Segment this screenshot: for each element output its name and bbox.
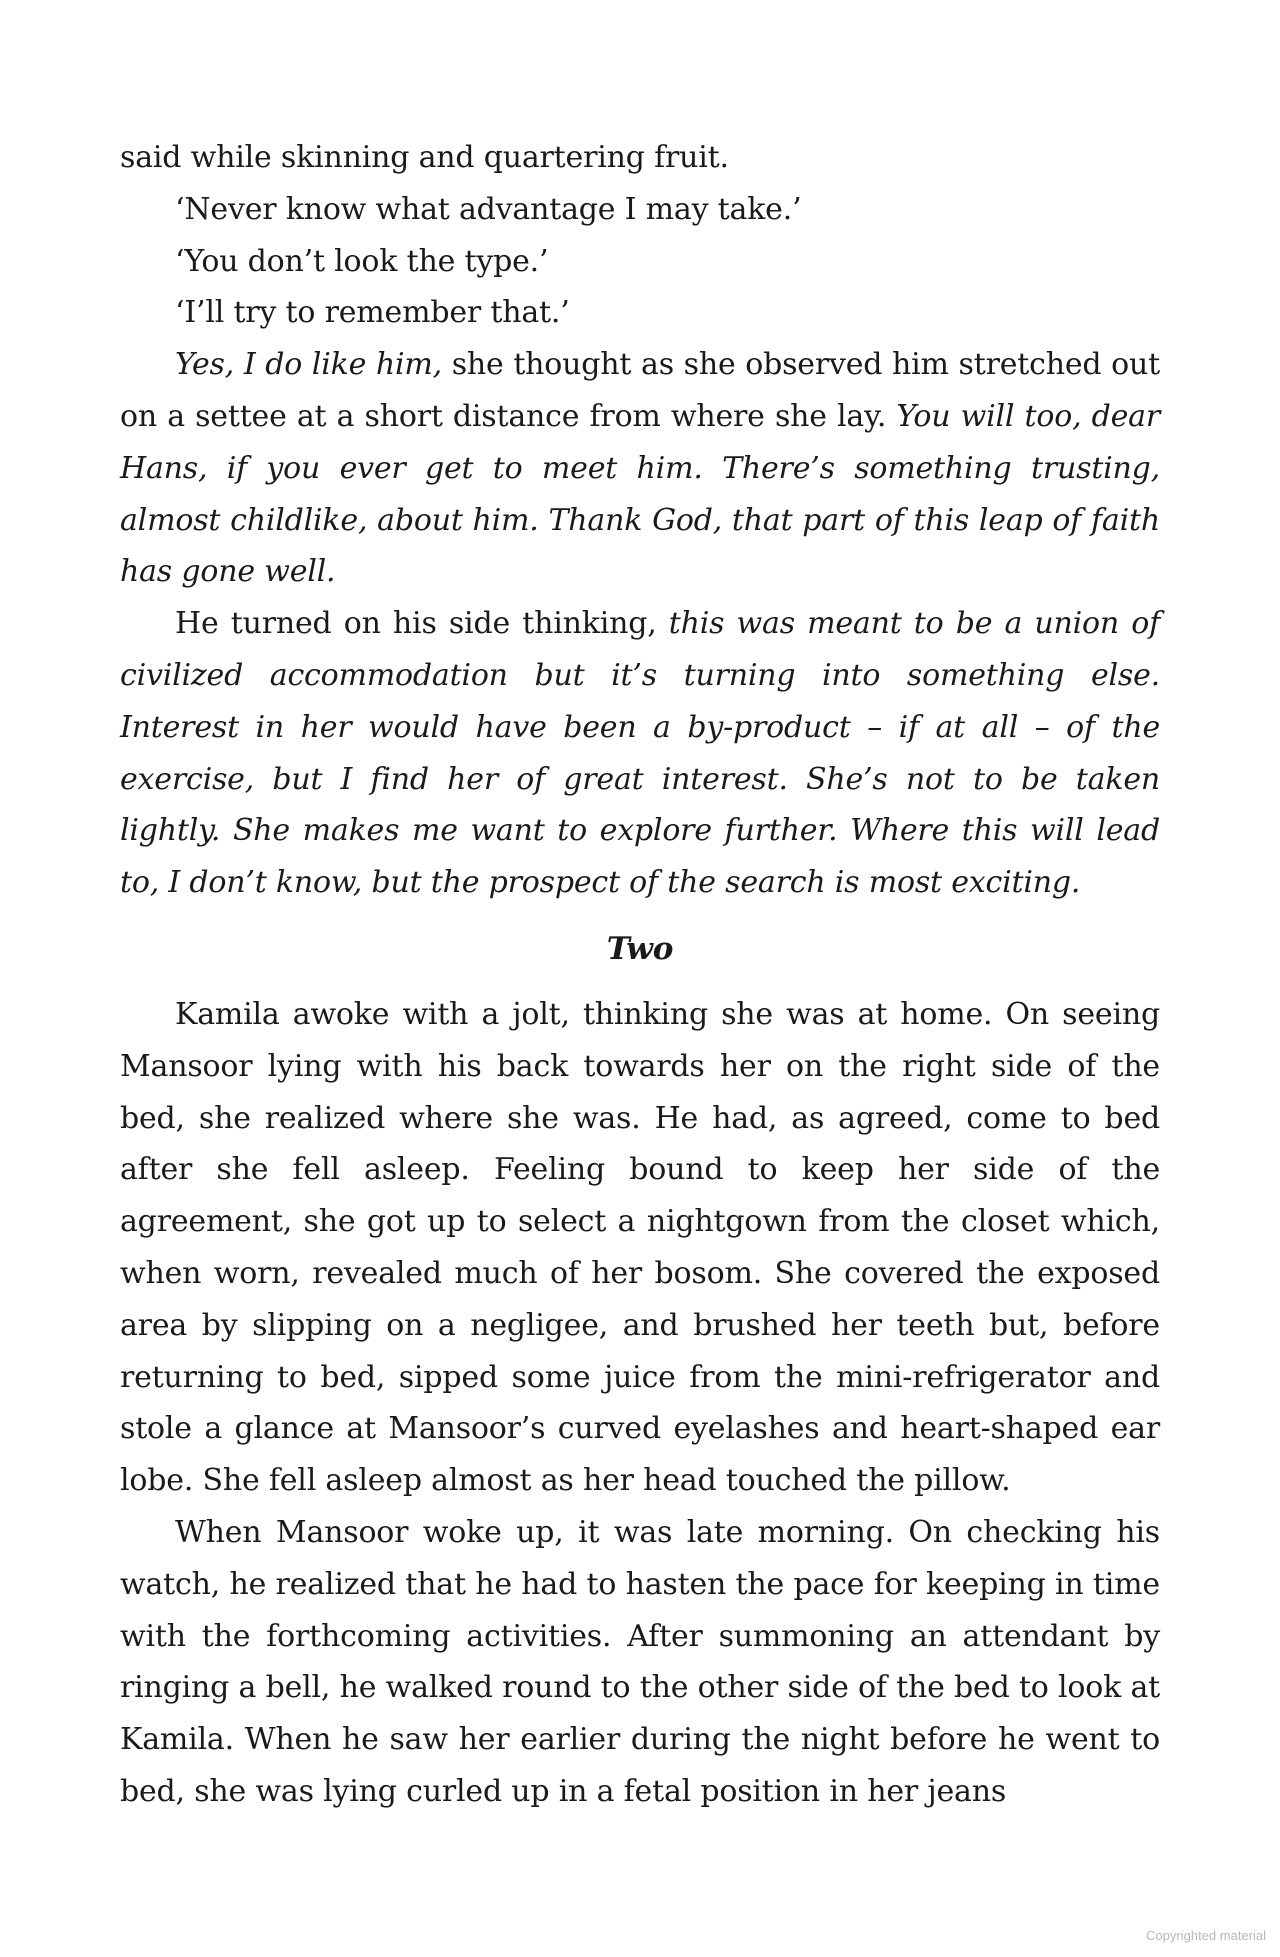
text-run: ‘Never know what advantage I may take.’ — [175, 191, 802, 227]
text-run: said while skinning and quartering fruit. — [120, 140, 729, 175]
paragraph — [120, 339, 1160, 598]
body-text-after — [120, 989, 1160, 1818]
paragraph — [120, 184, 1160, 236]
copyright-watermark: Copyrighted material — [1146, 1928, 1266, 1943]
text-run: He turned on his side thinking, — [175, 606, 669, 642]
text-run: When Mansoor woke up, it was late morning. On checking his watch, he realized that he had to hasten the pace for keeping in time with the forthcoming activities. After summoning an attendant by ringing a bell, he walked round to the other side of the bed to look at Kamila. When he saw her earlier during the night before he went to bed, she was lying curled up in a fetal position in her jeans — [120, 1514, 1160, 1809]
text-run: ‘I’ll try to remember that.’ — [175, 295, 570, 331]
paragraph — [120, 989, 1160, 1507]
paragraph — [120, 1507, 1160, 1818]
italic-text-run: You will too, dear Hans, if you ever get to meet him. There’s something trusting, almost childlike, about him. Thank God, that part of this leap of faith has gone well. — [120, 398, 1160, 590]
text-run: Kamila awoke with a jolt, thinking she was at home. On seeing Mansoor lying with his back towards her on the right side of the bed, she realized where she was. He had, as agreed, come to bed after she fell asleep. Feeling bound to keep her side of the agreement, she got up to select a nightgown from the closet which, when worn, revealed much of her bosom. She covered the exposed area by slipping on a negligee, and brushed her teeth but, before returning to bed, sipped some juice from the mini-refrigerator and stole a glance at Mansoor’s curved eyelashes and heart-shaped ear lobe. She fell asleep almost as her head touched the pillow. — [120, 996, 1160, 1499]
page-text — [120, 132, 1160, 1818]
paragraph — [120, 132, 1160, 184]
italic-text-run: this was meant to be a union of civilized accommodation but it’s turning into something else. Interest in her would have been a by-product – if at all – of the exercise, but I find her of great interest. She’s not to be taken lightly. She makes me want to explore further. Where this will lead to, I don’t know, but the prospect of the search is most exciting. — [120, 606, 1160, 901]
body-text-before — [120, 132, 1160, 909]
italic-text-run: Yes, I do like him, — [175, 347, 442, 383]
paragraph — [120, 287, 1160, 339]
text-run: she thought as she observed him stretched out on a settee at a short distance from where she lay. — [120, 347, 1160, 434]
paragraph — [120, 598, 1160, 909]
paragraph — [120, 236, 1160, 288]
chapter-heading: Two — [606, 930, 674, 967]
text-run: ‘You don’t look the type.’ — [175, 243, 549, 279]
